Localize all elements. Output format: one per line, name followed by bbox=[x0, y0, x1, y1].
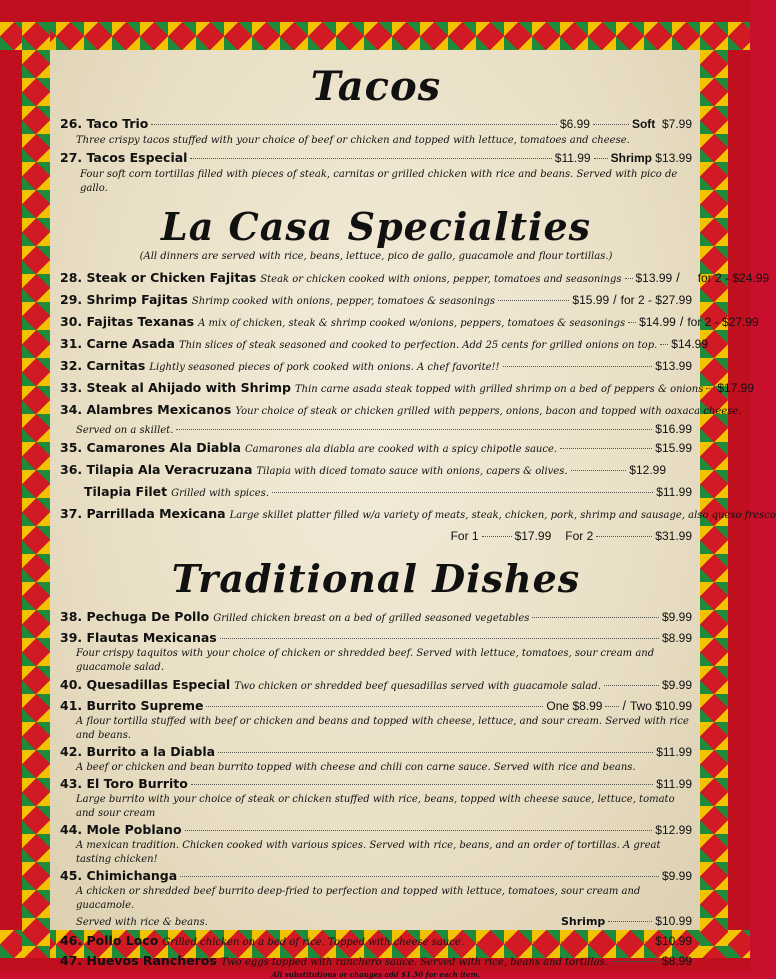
menu-item bbox=[60, 867, 692, 885]
dot-leader bbox=[503, 366, 653, 367]
menu-item bbox=[60, 148, 692, 168]
item-price: $11.99 bbox=[656, 485, 692, 499]
item-price: $15.99 bbox=[655, 441, 692, 455]
dot-leader bbox=[593, 124, 629, 125]
item-extra-label: Soft bbox=[631, 117, 656, 131]
item-name: 34. Alambres Mexicanos bbox=[60, 402, 232, 417]
item-name: 30. Fajitas Texanas bbox=[60, 314, 195, 329]
item-price: $12.99 bbox=[655, 823, 692, 837]
item-description: A flour tortilla stuffed with beef or chicken and beans and topped with cheese, lettuce, and sour cream. Served with rice and beans. bbox=[76, 716, 689, 741]
item-price: $15.99 bbox=[572, 293, 610, 307]
item-price: $17.99 bbox=[717, 381, 755, 395]
item-price: $9.99 bbox=[661, 678, 692, 692]
menu-item bbox=[60, 400, 742, 422]
menu-item: 41. Burrito Supreme One $8.99 / Two $10.99 bbox=[60, 698, 692, 713]
menu-item bbox=[60, 438, 692, 460]
dot-leader bbox=[594, 158, 608, 159]
dot-leader bbox=[151, 124, 557, 125]
dot-leader bbox=[218, 752, 653, 753]
border-pattern-top bbox=[0, 22, 750, 50]
border-pattern-right bbox=[700, 22, 728, 958]
item-price: $9.99 bbox=[661, 869, 692, 883]
item-description: Grilled with spices. bbox=[171, 488, 269, 499]
menu-item bbox=[60, 378, 755, 400]
item-name: 40. Quesadillas Especial bbox=[60, 677, 231, 692]
item-price: $8.99 bbox=[661, 631, 692, 645]
menu-item: 28. Steak or Chicken Fajitas Steak or chicken cooked with onions, pepper, tomatoes and seasonings $13.99 / for 2 - $24.99 bbox=[60, 268, 692, 290]
item-price: $9.99 bbox=[661, 610, 692, 624]
item-price: $11.99 bbox=[656, 745, 692, 759]
item-price: $12.99 bbox=[629, 463, 666, 477]
item-name: 39. Flautas Mexicanas bbox=[60, 630, 217, 645]
item-description: Two eggs topped with ranchero sauce. Served with rice, beans and tortillas. bbox=[220, 957, 608, 968]
dot-leader bbox=[206, 706, 543, 707]
item-name: 46. Pollo Loco bbox=[60, 933, 159, 948]
section-heading-tacos: Tacos bbox=[310, 63, 442, 110]
item-name: 31. Carne Asada bbox=[60, 336, 175, 351]
item-name: Tilapia Filet bbox=[84, 484, 168, 499]
menu-item bbox=[60, 629, 692, 647]
item-description: Camarones ala diabla are cooked with a spicy chipotle sauce. bbox=[245, 444, 558, 455]
dot-leader bbox=[608, 921, 652, 922]
menu-item bbox=[60, 931, 692, 953]
item-price: $6.99 bbox=[559, 117, 590, 131]
dot-leader bbox=[706, 388, 714, 389]
menu-item bbox=[60, 460, 692, 482]
border-pattern-left bbox=[22, 22, 50, 958]
item-extra-price: $7.99 bbox=[661, 117, 692, 131]
dot-leader bbox=[660, 344, 668, 345]
item-description: Tilapia with diced tomato sauce with onions, capers & olives. bbox=[256, 466, 568, 477]
item-description: Four crispy taquitos with your choice of chicken or shredded beef. Served with lettuce, tomatoes, sour cream and guacamole salad. bbox=[76, 648, 655, 673]
menu-item bbox=[60, 607, 692, 629]
dot-leader bbox=[180, 876, 659, 877]
item-description: Your choice of steak or chicken grilled with peppers, onions, bacon and topped with oaxaca cheese. bbox=[235, 406, 742, 417]
item-name: 47. Huevos Rancheros bbox=[60, 953, 217, 968]
item-description: Thin slices of steak seasoned and cooked to perfection. Add 25 cents for grilled onions on top. bbox=[178, 340, 658, 351]
dot-leader bbox=[467, 941, 652, 942]
item-description: Served with rice & beans. bbox=[76, 917, 208, 928]
section-heading-traditional: Traditional Dishes bbox=[171, 556, 581, 601]
item-description: Four soft corn tortillas filled with pieces of steak, carnitas or grilled chicken with rice and beans. Served with pico de gallo. bbox=[80, 169, 678, 194]
item-description: A mexican tradition. Chicken cooked with various spices. Served with rice, beans, and an order of tortillas. A great tasting chicken! bbox=[76, 840, 661, 865]
item-name: 37. Parrillada Mexicana bbox=[60, 506, 226, 521]
item-extra: for 2 - $24.99 bbox=[697, 271, 770, 285]
dot-leader bbox=[498, 300, 569, 301]
dot-leader bbox=[190, 158, 551, 159]
dot-leader bbox=[176, 429, 652, 430]
item-price: $8.99 bbox=[661, 954, 692, 968]
item-name: 35. Camarones Ala Diabla bbox=[60, 440, 241, 455]
dot-leader bbox=[604, 685, 659, 686]
item-extra-label: Shrimp bbox=[561, 915, 606, 928]
dot-leader bbox=[220, 638, 659, 639]
item-name: 38. Pechuga De Pollo bbox=[60, 609, 210, 624]
item-name: 28. Steak or Chicken Fajitas bbox=[60, 270, 257, 285]
item-description: Grilled chicken breast on a bed of grilled seasoned vegetables bbox=[213, 613, 530, 624]
menu-item: 30. Fajitas Texanas A mix of chicken, steak & shrimp cooked w/onions, peppers, tomatoes & seasonings $14.99 / for 2 - $27.99 bbox=[60, 312, 692, 334]
item-price: $31.99 bbox=[655, 529, 692, 543]
item-name: 29. Shrimp Fajitas bbox=[60, 292, 188, 307]
dot-leader bbox=[185, 830, 653, 831]
item-name: 32. Carnitas bbox=[60, 358, 146, 373]
menu-item-continued bbox=[60, 422, 692, 438]
section-note: (All dinners are served with rice, beans, lettuce, pico de gallo, guacamole and flour tortillas.) bbox=[139, 251, 613, 262]
dot-leader bbox=[532, 617, 659, 618]
menu-item bbox=[60, 114, 692, 134]
item-price: $16.99 bbox=[655, 422, 692, 436]
item-name: 44. Mole Poblano bbox=[60, 822, 182, 837]
dot-leader bbox=[482, 536, 512, 537]
item-extra: for 2 - $27.99 bbox=[687, 315, 759, 329]
item-option-label: For 1 bbox=[450, 529, 479, 543]
item-description: A chicken or shredded beef burrito deep-fried to perfection and topped with lettuce, tomatoes, sour cream and guacamole. bbox=[76, 886, 641, 911]
item-name: 36. Tilapia Ala Veracruzana bbox=[60, 462, 253, 477]
item-description: Grilled chicken on a bed of rice. Topped with cheese sauce. bbox=[162, 937, 464, 948]
dot-leader bbox=[560, 448, 652, 449]
menu-item: 29. Shrimp Fajitas Shrimp cooked with onions, pepper, tomatoes & seasonings $15.99 / for 2 - $27.99 bbox=[60, 290, 692, 312]
dot-leader bbox=[272, 492, 653, 493]
item-extra: Two $10.99 bbox=[629, 699, 692, 713]
menu-item bbox=[60, 675, 692, 697]
item-description: Large skillet platter filled w/a variety of meats, steak, chicken, pork, shrimp and sausage, also queso fresco bbox=[229, 510, 776, 521]
item-price: $14.99 bbox=[639, 315, 676, 329]
menu-item-continued bbox=[60, 913, 692, 931]
item-price: $10.99 bbox=[655, 934, 692, 948]
dot-leader bbox=[628, 322, 636, 323]
item-description: Three crispy tacos stuffed with your choice of beef or chicken and topped with lettuce, tomatoes and cheese. bbox=[76, 135, 630, 146]
footnote: All substitutions or changes add $1.50 for each item. bbox=[271, 970, 481, 979]
item-description: Shrimp cooked with onions, pepper, tomatoes & seasonings bbox=[191, 296, 496, 307]
item-price: $17.99 bbox=[514, 529, 552, 543]
dot-leader bbox=[571, 470, 627, 471]
dot-leader bbox=[611, 961, 659, 962]
item-description: Lightly seasoned pieces of pork cooked with onions. A chef favorite!! bbox=[149, 362, 500, 373]
item-description: Two chicken or shredded beef quesadillas served with guacamole salad. bbox=[234, 681, 601, 692]
item-name: 26. Taco Trio bbox=[60, 116, 149, 131]
item-name: 45. Chimichanga bbox=[60, 868, 178, 883]
item-description: Steak or chicken cooked with onions, pepper, tomatoes and seasonings bbox=[260, 274, 622, 285]
menu-item bbox=[60, 356, 692, 378]
item-price: $13.99 bbox=[655, 359, 692, 373]
item-extra-label: Shrimp bbox=[610, 151, 652, 165]
item-description: Thin carne asada steak topped with grilled shrimp on a bed of peppers & onions bbox=[294, 384, 704, 395]
item-price: One $8.99 bbox=[546, 699, 603, 713]
item-price: $11.99 bbox=[656, 777, 692, 791]
menu-item bbox=[60, 953, 692, 971]
menu-item bbox=[60, 775, 692, 793]
item-option-label: For 2 bbox=[565, 529, 594, 543]
item-extra-price: $13.99 bbox=[655, 151, 692, 165]
dot-leader bbox=[596, 536, 652, 537]
menu-item bbox=[60, 743, 692, 761]
menu-content bbox=[60, 55, 776, 979]
dot-leader bbox=[625, 278, 633, 279]
item-description: A mix of chicken, steak & shrimp cooked w/onions, peppers, tomatoes & seasonings bbox=[198, 318, 626, 329]
menu-item-continued bbox=[60, 526, 692, 546]
item-price: $14.99 bbox=[671, 337, 708, 351]
menu-item bbox=[60, 821, 692, 839]
menu-item bbox=[60, 334, 708, 356]
item-name: 41. Burrito Supreme bbox=[60, 698, 204, 713]
item-name: 43. El Toro Burrito bbox=[60, 776, 188, 791]
item-extra: for 2 - $27.99 bbox=[620, 293, 692, 307]
item-price: $11.99 bbox=[554, 151, 591, 165]
dot-leader bbox=[191, 784, 653, 785]
section-heading-casa: La Casa Specialties bbox=[160, 204, 592, 249]
item-name: 27. Tacos Especial bbox=[60, 150, 188, 165]
item-description: Served on a skillet. bbox=[76, 425, 174, 436]
item-description: Large burrito with your choice of steak or chicken stuffed with rice, beans, topped with cheese sauce, lettuce, tomato and sour cream bbox=[76, 794, 675, 819]
item-price: $10.99 bbox=[655, 914, 692, 928]
item-description: A beef or chicken and bean burrito topped with cheese and chili con carne sauce. Served with rice and beans. bbox=[76, 762, 636, 773]
item-name: 42. Burrito a la Diabla bbox=[60, 744, 216, 759]
item-name: 33. Steak al Ahijado with Shrimp bbox=[60, 380, 291, 395]
item-price: $13.99 bbox=[635, 271, 673, 285]
menu-item bbox=[60, 504, 776, 526]
menu-item bbox=[60, 482, 692, 504]
